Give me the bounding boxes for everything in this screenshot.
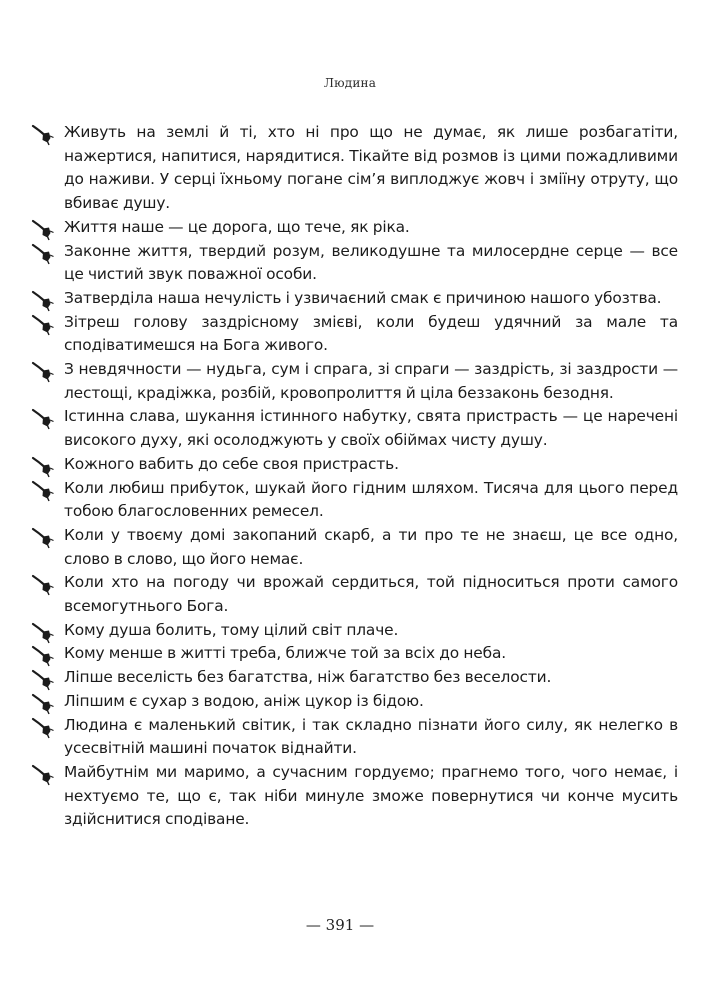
quill-pen-icon xyxy=(30,290,56,312)
aphorism-entry xyxy=(36,405,678,452)
aphorism-entry xyxy=(36,121,678,216)
aphorism-entry xyxy=(36,619,678,643)
aphorism-text: Людина є маленький світик, і так складно пізнати його силу, як нелегко в усесвітній машині початок віднайти. xyxy=(64,715,678,758)
aphorism-entry xyxy=(36,477,678,524)
quill-pen-icon xyxy=(30,693,56,715)
aphorism-entry xyxy=(36,216,678,240)
quill-pen-icon xyxy=(30,361,56,383)
aphorism-entry xyxy=(36,642,678,666)
aphorism-entry xyxy=(36,571,678,618)
aphorism-text: Коли любиш прибуток, шукай його гідним шляхом. Тисяча для цього перед тобою благословенних ремесел. xyxy=(64,478,678,521)
quill-pen-icon xyxy=(30,645,56,667)
aphorism-entry xyxy=(36,287,678,311)
quill-pen-icon xyxy=(30,574,56,596)
quill-pen-icon xyxy=(30,314,56,336)
quill-pen-icon xyxy=(30,456,56,478)
aphorism-text: Ліпше веселість без багатства, ніж багатство без веселости. xyxy=(64,668,552,687)
aphorism-text: Коли хто на погоду чи врожай сердиться, той підноситься проти самого всемогутнього Бога. xyxy=(64,573,678,616)
aphorism-text: Істинна слава, шукання істинного набутку, свята пристрасть — це наречені високого духу, які осолоджують у своїх обіймах чисту душу. xyxy=(64,407,678,450)
aphorism-text: Ліпшим є сухар з водою, аніж цукор із бідою. xyxy=(64,691,424,710)
aphorism-entry xyxy=(36,761,678,832)
aphorism-entry xyxy=(36,714,678,761)
aphorism-text: З невдячности — нудьга, сум і спрага, зі спраги — заздрість, зі заздрости — лестощі, крадіжка, розбій, кровопролиття й ціла беззаконь безодня. xyxy=(64,360,678,402)
page-number: — 391 — xyxy=(305,916,375,934)
aphorism-text: Затверділа наша нечулість і узвичаєний смак є причиною нашого убозтва. xyxy=(64,288,662,307)
quill-pen-icon xyxy=(30,527,56,549)
aphorism-entry xyxy=(36,358,678,405)
aphorism-entry xyxy=(36,666,678,690)
quill-pen-icon xyxy=(30,243,56,265)
quill-pen-icon xyxy=(30,480,56,502)
aphorism-list xyxy=(36,121,678,832)
quill-pen-icon xyxy=(30,622,56,644)
aphorism-text: Кому менше в житті треба, ближче той за всіх до неба. xyxy=(64,644,506,663)
running-title: Людина xyxy=(323,76,377,90)
aphorism-entry xyxy=(36,453,678,477)
aphorism-entry xyxy=(36,524,678,571)
quill-pen-icon xyxy=(30,717,56,739)
quill-pen-icon xyxy=(30,764,56,786)
aphorism-text: Життя наше — це дорога, що тече, як ріка. xyxy=(64,217,410,236)
aphorism-text: Законне життя, твердий розум, великодушне та милосердне серце — все це чистий звук поважної особи. xyxy=(64,241,678,284)
aphorism-text: Зітреш голову заздрісному змієві, коли будеш удячний за мале та сподіватимешся на Бога живого. xyxy=(64,312,678,355)
aphorism-text: Майбутнім ми маримо, а сучасним гордуємо; прагнемо того, чого немає, і нехтуємо те, що є, так ніби минуле зможе повернутися чи конче мусить здійснитися сподіване. xyxy=(64,762,678,829)
aphorism-entry xyxy=(36,690,678,714)
aphorism-text: Живуть на землі й ті, хто ні про що не думає, як лише розбагатіти, нажертися, напитися, нарядитися. Тікайте від розмов із цими пожадливими до наживи. У серці їхньому погане сім’я виплоджує жовч і зміїну отруту, що вбиває душу. xyxy=(64,123,678,213)
aphorism-text: Кожного вабить до себе своя пристрасть. xyxy=(64,454,399,473)
quill-pen-icon xyxy=(30,124,56,146)
quill-pen-icon xyxy=(30,408,56,430)
quill-pen-icon xyxy=(30,219,56,241)
quill-pen-icon xyxy=(30,669,56,691)
aphorism-text: Кому душа болить, тому цілий світ плаче. xyxy=(64,620,399,639)
aphorism-entry xyxy=(36,240,678,287)
aphorism-text: Коли у твоєму домі закопаний скарб, а ти про те не знаєш, це все одно, слово в слово, що його немає. xyxy=(64,525,678,568)
aphorism-entry xyxy=(36,311,678,358)
